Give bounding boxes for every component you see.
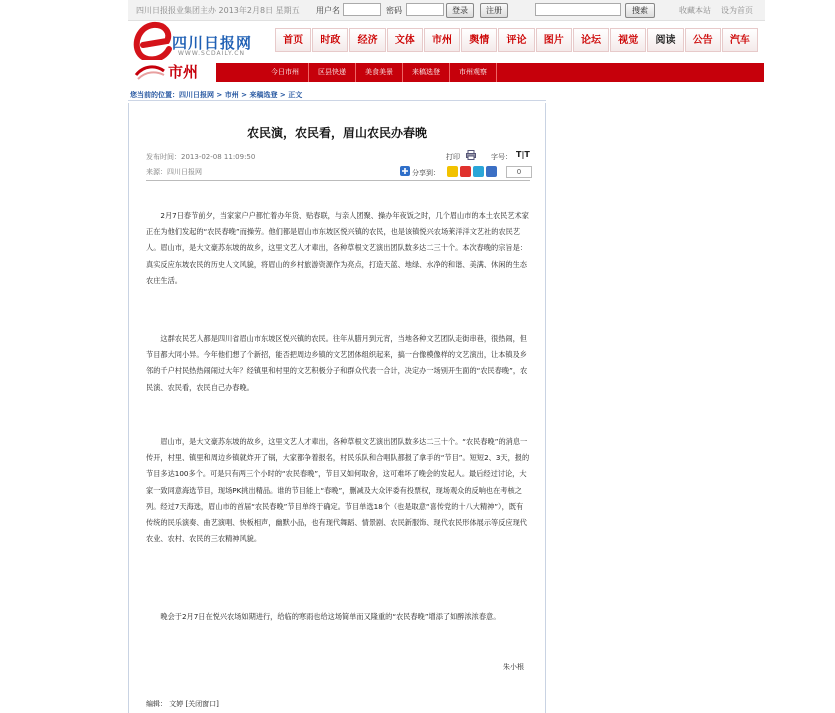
nav-item-reading[interactable]: 阅读: [647, 28, 683, 52]
nav-item-politics[interactable]: 时政: [312, 28, 348, 52]
channel-name[interactable]: 市州: [168, 63, 199, 81]
site-notice: 四川日报报业集团主办 2013年2月8日 星期五: [136, 6, 300, 15]
username-input[interactable]: [343, 3, 381, 16]
article-paragraph-3: 眉山市，是大文豪苏东坡的故乡，这里文艺人才辈出，各种草根文艺演出团队数多达二三十个。“农民春晚”的消息一传开，村里、镇里和周边乡镇就炸开了锅，大家都争着报名，村民乐队和合唱队都报了拿手的“节目”。短短2、3天，报的节目多达100多个。可是只有两三个小时的“农民春晚”，节目又如何取舍，这可难坏了晚会的发起人。最后经过讨论，大家一致同意海选节目，现场PK挑出精品。谁的节目能上“春晚”，删减及大众评委有投票权，现场观众的反响也在考核之列。经过7天海选，眉山市的首届“农民春晚”节目单终于确定。节目单选18个（也是取意“喜传党的十八大精神”），既有传统的民乐演奏、曲艺演唱、快板相声，幽默小品，也有现代舞蹈、情景剧、农民新服饰、现代农民形体展示等反应现代农业、农村、农民的三农精神风貌。: [146, 437, 530, 544]
username-label: 用户名: [316, 6, 340, 15]
editor-line[interactable]: 编辑： 文婷 [关闭窗口]: [146, 700, 219, 708]
meta-divider: [146, 180, 530, 181]
article-author: 朱小根: [503, 663, 524, 671]
article-paragraph-4: 晚会于2月7日在悦兴农场如期进行，给临的寒雨也给这场简单而又隆重的“农民春晚”增添了如醉浓浓春意。: [160, 612, 501, 621]
nav-item-economy[interactable]: 经济: [349, 28, 385, 52]
publish-time: 发布时间：2013-02-08 11:09:50: [146, 153, 256, 161]
article-source: 来源：四川日报网: [146, 168, 202, 176]
share-renren-icon[interactable]: [486, 166, 497, 177]
print-link[interactable]: 打印: [446, 153, 460, 161]
nav-item-cities[interactable]: 市州: [424, 28, 460, 52]
channel-swoosh-icon: [134, 63, 166, 82]
nav-item-vision[interactable]: 视觉: [610, 28, 646, 52]
search-input[interactable]: [535, 3, 621, 16]
favorite-link[interactable]: 收藏本站: [679, 6, 711, 15]
password-label: 密码: [386, 6, 402, 15]
top-utility-bar: [128, 0, 765, 21]
channel-sub-nav: [262, 63, 497, 82]
nav-item-notice[interactable]: 公告: [685, 28, 721, 52]
subnav-item-food[interactable]: 美食美景: [356, 63, 403, 82]
breadcrumb[interactable]: 您当前的位置：四川日报网 > 市州 > 来稿选登 > 正文: [130, 91, 303, 99]
article-paragraph-2: 这群农民艺人都是四川省眉山市东坡区悦兴镇的农民。往年从腊月到元宵，当地各种文艺团队走街串巷，很热闹，但节目都大同小异。今年他们想了个新招，能否把周边乡镇的文艺团体组织起来，搞一台像模像样的文艺演出，让本镇及乡邻的千户村民热热闹闹过大年？经镇里和村里的文艺积极分子和群众代表一合计，决定办一场别开生面的“农民春晚”，农民演、农民看，农民自己办春晚。: [146, 334, 528, 392]
nav-item-opinion[interactable]: 舆情: [461, 28, 497, 52]
main-nav: [275, 28, 759, 52]
logo-domain: WWW.SCDAILY.CN: [178, 50, 245, 57]
password-input[interactable]: [406, 3, 444, 16]
nav-item-photos[interactable]: 图片: [536, 28, 572, 52]
nav-item-auto[interactable]: 汽车: [722, 28, 758, 52]
subnav-item-submissions[interactable]: 来稿选登: [403, 63, 450, 82]
nav-item-comment[interactable]: 评论: [498, 28, 534, 52]
nav-item-forum[interactable]: 论坛: [573, 28, 609, 52]
share-label: 分享到：: [412, 169, 440, 177]
share-qzone-icon[interactable]: [447, 166, 458, 177]
printer-icon[interactable]: [466, 150, 476, 160]
font-size-label: 字号：: [491, 153, 512, 161]
logo-brand[interactable]: 四川日报网: [172, 34, 253, 52]
share-weibo-icon[interactable]: [460, 166, 471, 177]
login-button[interactable]: 登录: [446, 3, 474, 18]
search-button[interactable]: 搜索: [625, 3, 655, 18]
nav-item-culture[interactable]: 文体: [387, 28, 423, 52]
share-tencent-icon[interactable]: [473, 166, 484, 177]
subnav-item-today[interactable]: 今日市州: [262, 63, 309, 82]
subnav-item-observe[interactable]: 市州观察: [450, 63, 497, 82]
logo-e-icon[interactable]: [131, 19, 175, 65]
share-plus-icon[interactable]: [400, 166, 410, 176]
article-title: 农民演，农民看，眉山农民办春晚: [246, 126, 427, 140]
subnav-item-county[interactable]: 区县快递: [309, 63, 356, 82]
nav-item-home[interactable]: 首页: [275, 28, 311, 52]
breadcrumb-divider: [128, 100, 546, 101]
register-button[interactable]: 注册: [480, 3, 508, 18]
share-count: 0: [506, 166, 532, 178]
font-size-toggle[interactable]: T|T: [516, 150, 530, 159]
article-paragraph-1: 2月7日春节前夕，当家家户户都忙着办年货、贴春联，与亲人团聚、操办年夜饭之时，几个眉山市的本土农民艺术家正在为他们发起的“农民春晚”而操劳。他们都是眉山市东坡区悦兴镇的农民，也是该镇悦兴农场莱洋洋文艺社的农民艺人。眉山市，是大文豪苏东坡的故乡，这里文艺人才辈出，各种草根文艺演出团队数多达二三十个。本次春晚的宗旨是：真实反应东坡农民的历史人文风貌，将眉山的乡村旅游资源作为亮点，打造天蓝、地绿、水净的和谐、美满、休闲的生态农庄生活。: [146, 211, 529, 285]
homepage-link[interactable]: 设为首页: [721, 6, 753, 15]
